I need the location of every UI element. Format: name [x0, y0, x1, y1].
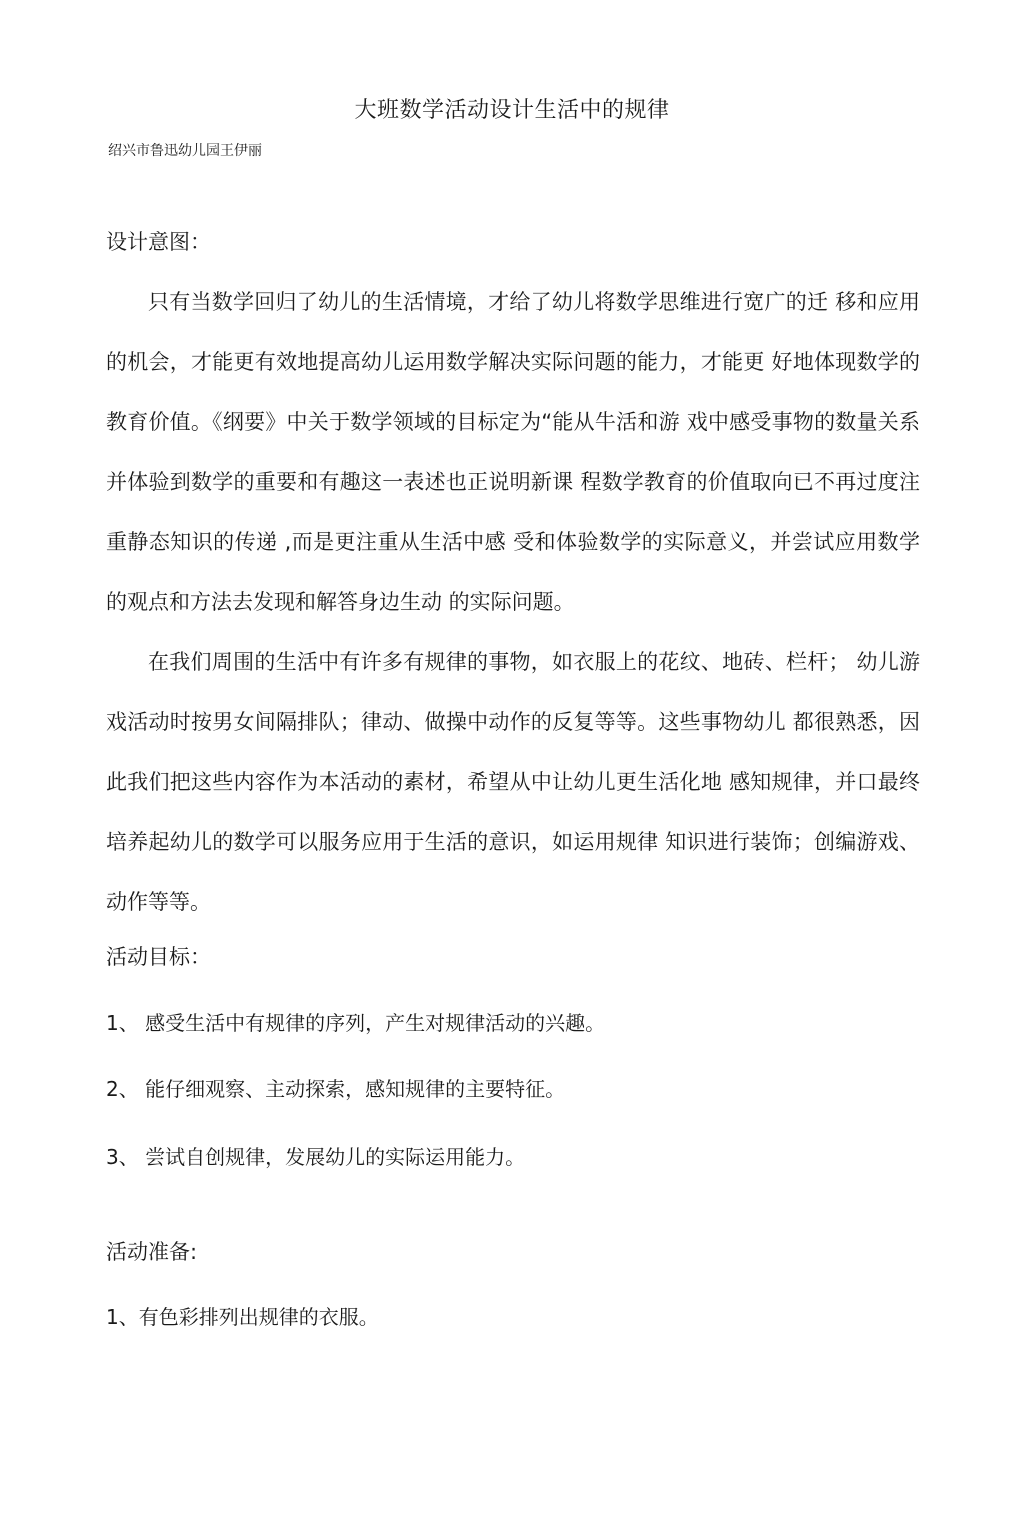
goal-item: 1、 感受生活中有规律的序列，产生对规律活动的兴趣。	[106, 1011, 606, 1035]
design-intent-heading: 设计意图：	[106, 230, 211, 254]
document-author: 绍兴市鲁迅幼儿园王伊丽	[108, 143, 262, 159]
paragraph: 在我们周围的生活中有许多有规律的事物，如衣服上的花纹、地砖、栏杆； 幼儿游戏活动时按男女间隔排队；律动、做操中动作的反复等等。这些事物幼儿 都很熟悉，因此我们把这些内容作为本活动的素材，希望从中让幼儿更生活化地 感知规律，并口最终培养起幼儿的数学可以服务应用于生活的意识，如运用规律 知识进行装饰；创编游戏、动作等等。	[106, 650, 920, 914]
goal-item: 3、 尝试自创规律，发展幼儿的实际运用能力。	[106, 1145, 526, 1169]
document-title: 大班数学活动设计生活中的规律	[354, 98, 670, 123]
goals-heading: 活动目标：	[106, 945, 211, 969]
goal-item: 2、 能仔细观察、主动探索，感知规律的主要特征。	[106, 1077, 566, 1101]
preparation-item: 1、有色彩排列出规律的衣服。	[106, 1305, 379, 1329]
paragraph: 只有当数学回归了幼儿的生活情境，才给了幼儿将数学思维进行宽广的迁 移和应用的机会，才能更有效地提高幼儿运用数学解决实际问题的能力，才能更 好地体现数学的教育价值。《纲要》中关于数学领域的目标定为“能从牛活和游 戏中感受事物的数量关系并体验到数学的重要和有趣这一表述也正说明新课 程数学教育的价值取向已不再过度注重静态知识的传递 ,而是更注重从生活中感 受和体验数学的实际意义，并尝试应用数学的观点和方法去发现和解答身边生动 的实际问题。	[106, 290, 920, 614]
preparation-heading: 活动准备:	[106, 1240, 198, 1264]
design-intent-body	[106, 272, 920, 932]
